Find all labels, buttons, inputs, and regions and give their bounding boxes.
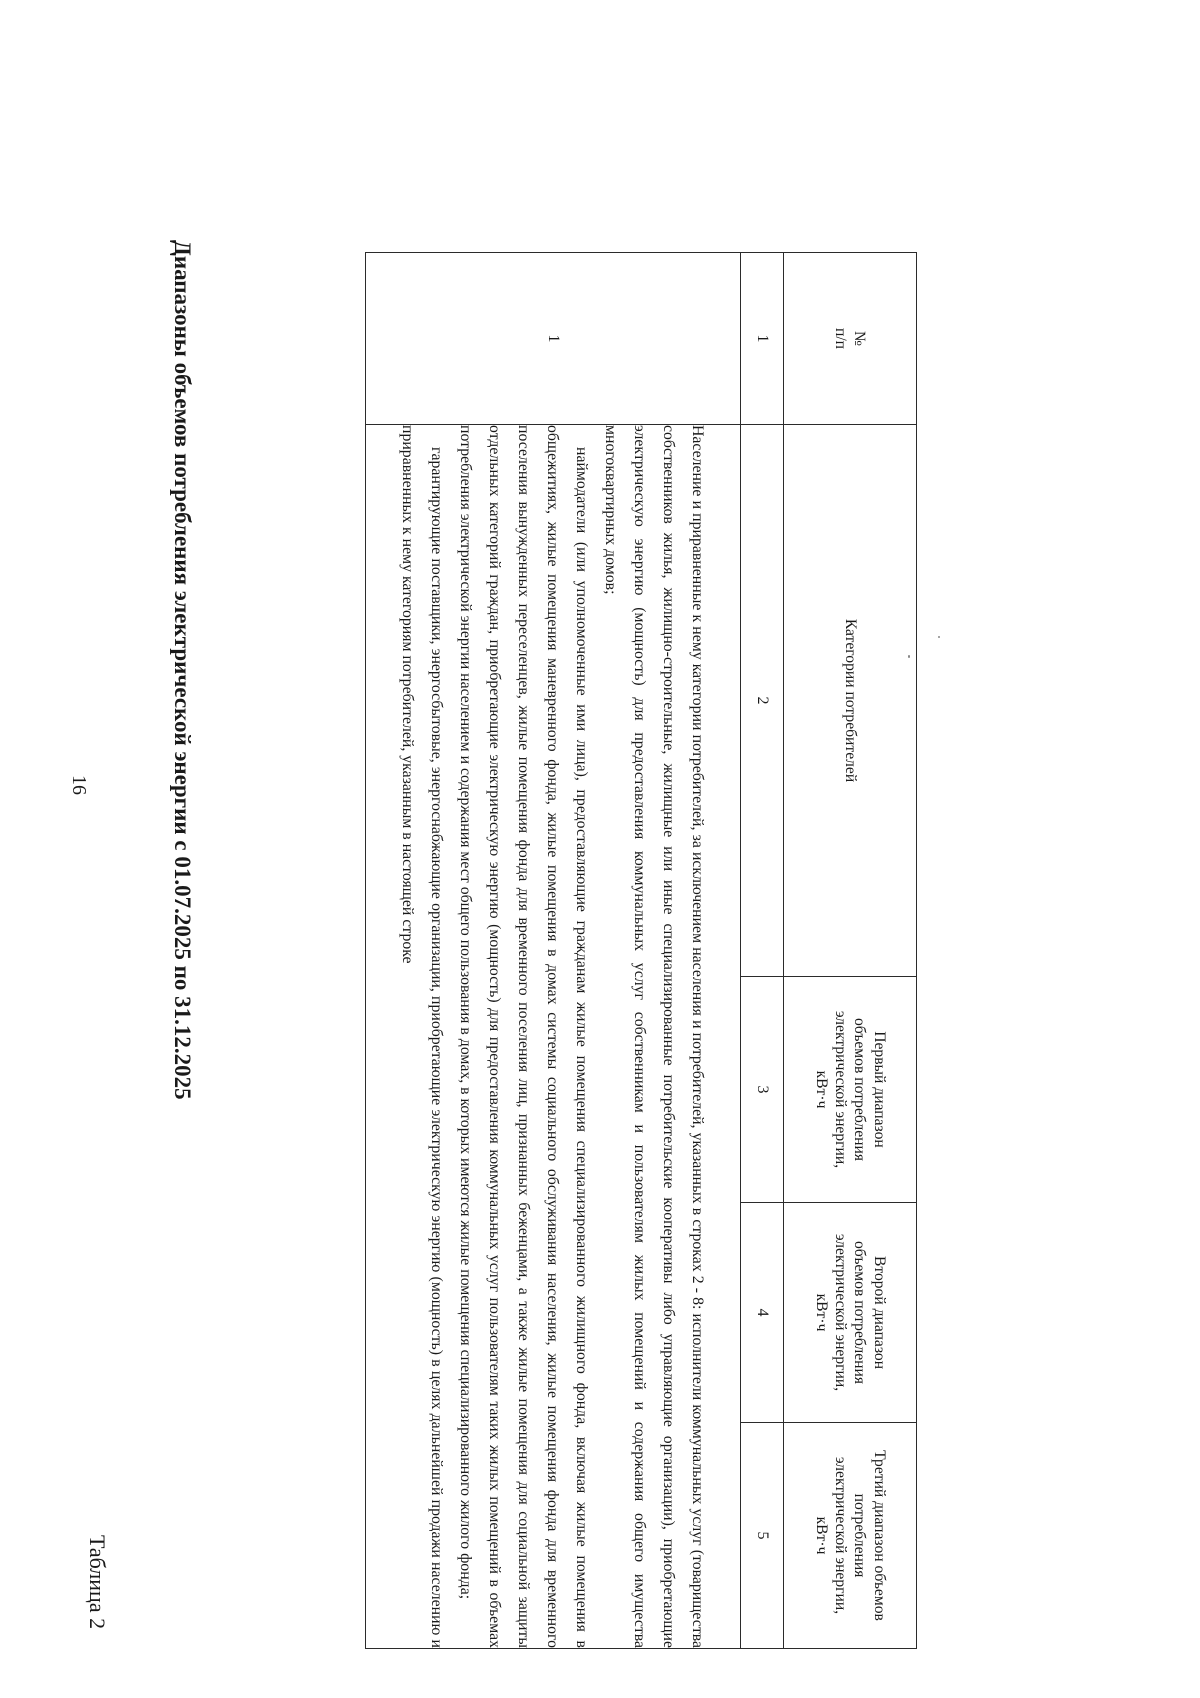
category-description [366, 425, 741, 1649]
column-number-4: 4 [741, 1203, 784, 1423]
scan-speck [938, 636, 940, 638]
header-first-range-text: Первый диапазон объемов потребления электрической энергии, кВт·ч [812, 1010, 888, 1169]
header-second-range-text: Второй диапазон объемов потребления электрической энергии, кВт·ч [812, 1233, 888, 1392]
column-number-5: 5 [741, 1423, 784, 1649]
table-row [366, 253, 741, 1649]
header-cell-first-range [784, 977, 917, 1203]
table-label: Таблица 2 [85, 1535, 110, 1630]
category-paragraph-1: Население и приравненные к нему категории потребителей, за исключением населения и потребителей, указанных в строках 2 - 8: исполнители коммунальных услуг (товарищества собственников жилья, жилищно-строительные, жилищные или иные специализированные потребительские кооперативы либо управляющие организации), приобретающие электрическую энергию (мощность) для предоставления коммунальных услуг собственникам и пользователям жилых помещений и содержания общего имущества многоквартирных домов; [602, 425, 707, 1648]
header-cell-categories [784, 425, 917, 977]
column-number-3: 3 [741, 977, 784, 1203]
header-cell-number [784, 253, 917, 425]
header-third-range-text: Третий диапазон объемов потребления электрической энергии, кВт·ч [812, 1450, 888, 1621]
header-cell-third-range [784, 1423, 917, 1649]
column-number-1: 1 [741, 253, 784, 425]
header-number-text: № п/п [832, 327, 869, 350]
header-cell-second-range [784, 1203, 917, 1423]
column-number-2: 2 [741, 425, 784, 977]
document-title: Диапазоны объемов потребления электрической энергии с 01.07.2025 по 31.12.2025 [170, 240, 195, 1100]
scan-speck [908, 655, 910, 658]
category-paragraph-3: гарантирующие поставщики, энергосбытовые, энергоснабжающие организации, приобретающие электрическую энергию (мощность) в целях дальнейшей продажи населению и приравненных к нему категориям потребителей, указанным в настоящей строке [399, 425, 446, 1648]
ranges-table [365, 252, 917, 1649]
column-number-row [741, 253, 784, 1649]
header-row [784, 253, 917, 1649]
row-index: 1 [366, 253, 741, 425]
category-paragraph-2: наймодатели (или уполномоченные ими лица), предоставляющие гражданам жилые помещения специализированного жилищного фонда, включая жилые помещения в общежитиях, жилые помещения маневренного фонда, жилые помещения в домах системы социального обслуживания населения, жилые помещения фонда для временного поселения вынужденных переселенцев, жилые помещения фонда для временного поселения лиц, признанных беженцами, а также жилые помещения для социальной защиты отдельных категорий граждан, приобретающие электрическую энергию (мощность) для предоставления коммунальных услуг пользователям таких жилых помещений в объемах потребления электрической энергии населением и содержания мест общего пользования в домах, в которых имеются жилые помещения специализированного жилого фонда; [457, 425, 591, 1648]
page-number: 16 [68, 775, 90, 795]
header-categories-text: Категории потребителей [841, 618, 859, 783]
